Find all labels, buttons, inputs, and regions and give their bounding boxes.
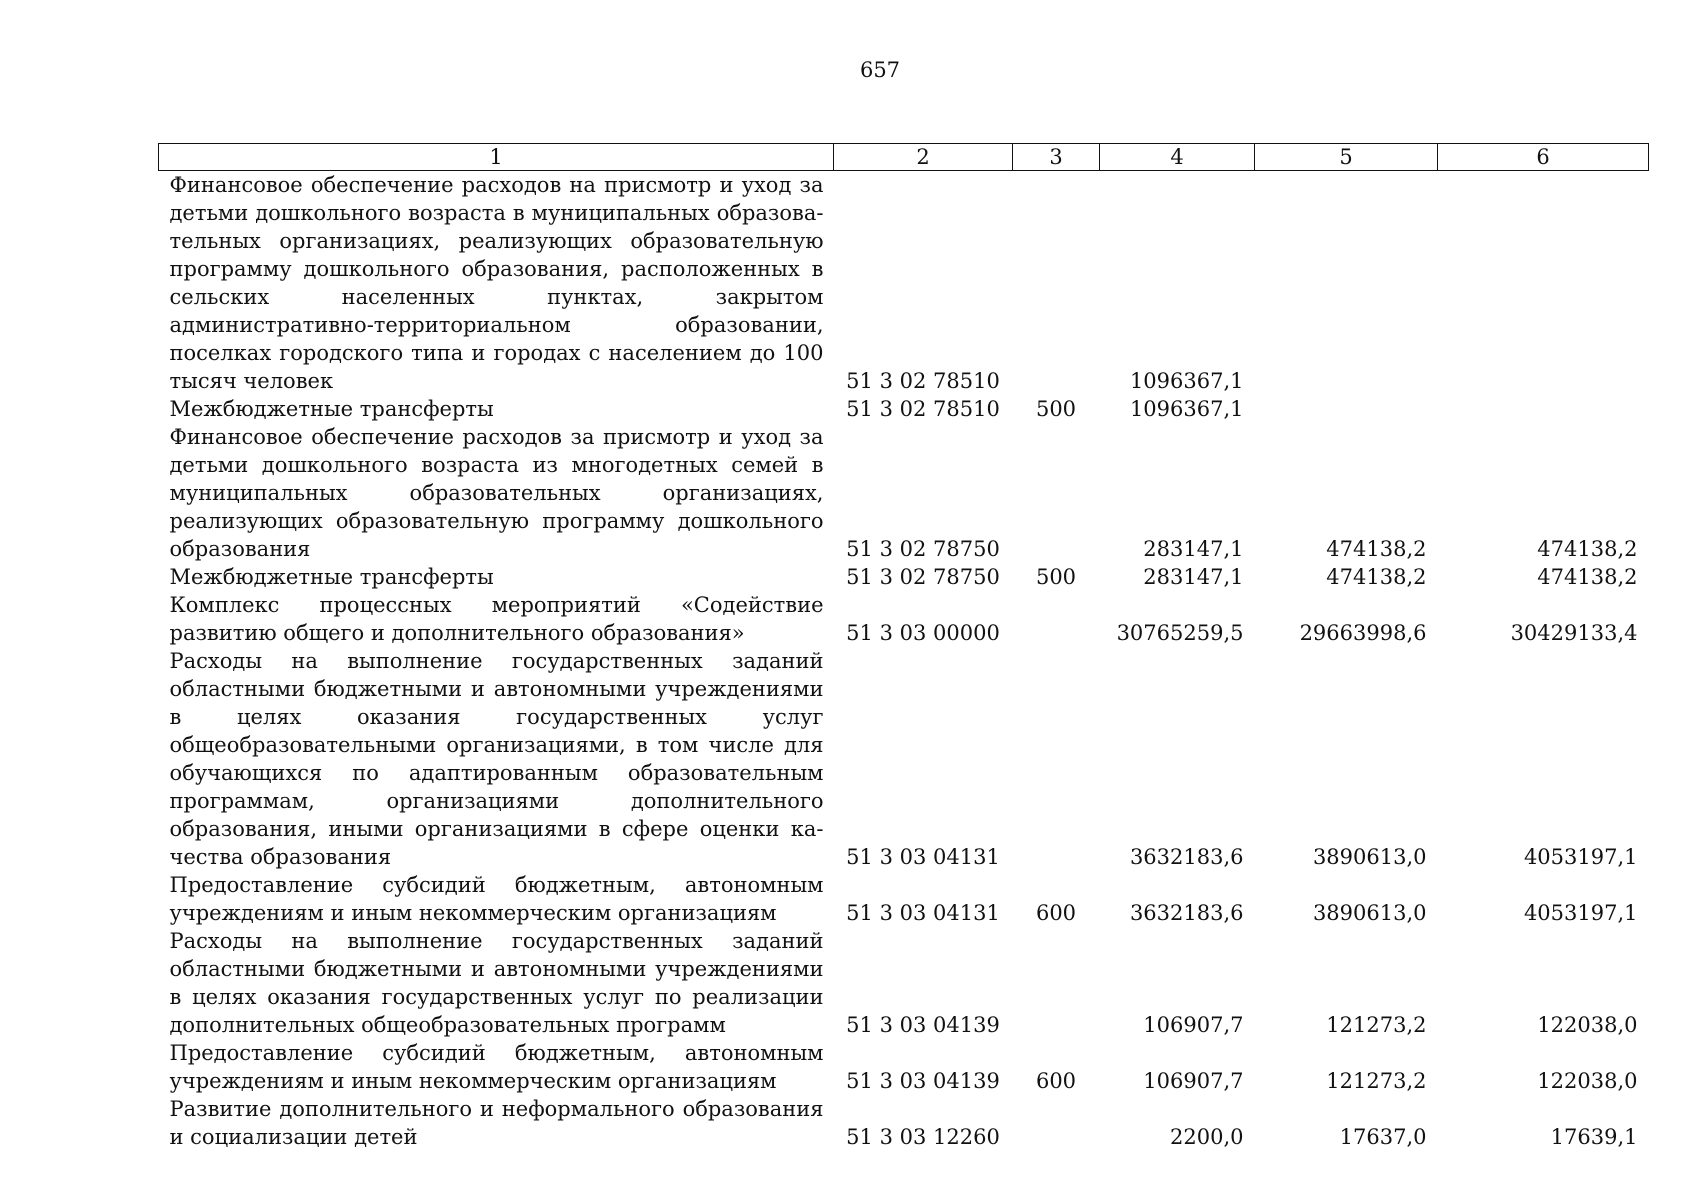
row-value-col6: 4053197,1	[1523, 901, 1638, 925]
row-name: Развитие дополнительного и неформального образования и социализации детей	[169, 1097, 824, 1149]
row-value-col6: 474138,2	[1537, 565, 1638, 589]
column-header-5: 5	[1255, 144, 1438, 171]
table-row	[159, 423, 1649, 563]
row-value-col5: 17637,0	[1339, 1125, 1427, 1149]
table-row	[159, 563, 1649, 591]
row-value-col6	[1438, 171, 1649, 396]
row-name: Расходы на выполнение государственных заданий областными бюджетными и автономными учреждениями в целях оказания государственных услуг по реализации дополнительных общеобразовательных программ	[169, 929, 824, 1037]
row-target-code: 51 3 03 00000	[846, 621, 1000, 645]
table-row	[159, 591, 1649, 647]
column-header-1: 1	[159, 144, 834, 171]
table-body	[159, 171, 1649, 1152]
row-expense-type: 600	[1035, 901, 1077, 925]
row-name: Предоставление субсидий бюджетным, автономным учреждениям и иным некоммерческим организациям	[169, 873, 824, 925]
row-value-col6: 122038,0	[1537, 1069, 1638, 1093]
row-value-col5	[1255, 395, 1438, 423]
row-expense-type	[1013, 591, 1100, 647]
row-name: Комплекс процессных мероприятий «Содействие развитию общего и дополнительного образования»	[169, 593, 824, 645]
row-target-code: 51 3 03 04139	[846, 1069, 1000, 1093]
row-value-col4: 106907,7	[1143, 1013, 1244, 1037]
row-value-col4: 283147,1	[1143, 565, 1244, 589]
table-header	[159, 144, 1649, 171]
row-value-col4: 1096367,1	[1129, 369, 1244, 393]
row-name: Межбюджетные трансферты	[169, 397, 494, 421]
row-value-col4: 3632183,6	[1129, 901, 1244, 925]
row-value-col4: 283147,1	[1143, 537, 1244, 561]
row-expense-type	[1013, 647, 1100, 871]
row-value-col4: 2200,0	[1170, 1125, 1244, 1149]
row-value-col4: 106907,7	[1143, 1069, 1244, 1093]
table-row	[159, 647, 1649, 871]
row-target-code: 51 3 02 78750	[846, 537, 1000, 561]
row-value-col4: 30765259,5	[1116, 621, 1244, 645]
column-header-6: 6	[1438, 144, 1649, 171]
table-row	[159, 395, 1649, 423]
row-value-col5: 3890613,0	[1312, 901, 1427, 925]
row-expense-type	[1013, 171, 1100, 396]
row-value-col6: 17639,1	[1550, 1125, 1638, 1149]
row-name: Финансовое обеспечение расходов на присмотр и уход за детьми дошкольного возраста в муниципальных образовательных организациях, реализующих образовательную программу дошкольного образования, расположенных в сельских населенных пунктах, закрытом административно-территориальном образовании, поселках городского типа и городах с населением до 100 тысяч человек	[169, 173, 824, 393]
row-expense-type	[1013, 927, 1100, 1039]
row-value-col6: 30429133,4	[1510, 621, 1638, 645]
row-name: Расходы на выполнение государственных заданий областными бюджетными и автономными учреждениями в целях оказания государственных услуг общеобразовательными организациями, в том числе для обучающихся по адаптированным образовательным программам, организациями дополнительного образования, иными организациями в сфере оценки качества образования	[169, 649, 824, 869]
row-expense-type	[1013, 423, 1100, 563]
row-value-col4: 1096367,1	[1129, 397, 1244, 421]
column-header-2: 2	[834, 144, 1013, 171]
row-expense-type: 500	[1035, 565, 1077, 589]
row-value-col5	[1255, 171, 1438, 396]
row-value-col6	[1438, 395, 1649, 423]
row-value-col4: 3632183,6	[1129, 845, 1244, 869]
budget-table	[158, 143, 1649, 1151]
row-name: Финансовое обеспечение расходов за присмотр и уход за детьми дошкольного возраста из многодетных семей в муниципальных образовательных организациях, реализующих образовательную программу дошкольного образования	[169, 425, 824, 561]
row-value-col5: 29663998,6	[1299, 621, 1427, 645]
row-value-col6: 4053197,1	[1523, 845, 1638, 869]
row-value-col5: 121273,2	[1326, 1069, 1427, 1093]
column-header-4: 4	[1100, 144, 1255, 171]
row-target-code: 51 3 02 78750	[846, 565, 1000, 589]
row-expense-type	[1013, 1095, 1100, 1151]
row-value-col6: 474138,2	[1537, 537, 1638, 561]
row-value-col5: 474138,2	[1326, 565, 1427, 589]
table-row	[159, 927, 1649, 1039]
table-row	[159, 171, 1649, 396]
row-target-code: 51 3 03 04131	[846, 845, 1000, 869]
row-expense-type: 500	[1035, 397, 1077, 421]
row-value-col5: 3890613,0	[1312, 845, 1427, 869]
row-target-code: 51 3 03 12260	[846, 1125, 1000, 1149]
row-target-code: 51 3 03 04139	[846, 1013, 1000, 1037]
row-expense-type: 600	[1035, 1069, 1077, 1093]
row-value-col5: 474138,2	[1326, 537, 1427, 561]
row-name: Предоставление субсидий бюджетным, автономным учреждениям и иным некоммерческим организациям	[169, 1041, 824, 1093]
row-value-col6: 122038,0	[1537, 1013, 1638, 1037]
row-target-code: 51 3 02 78510	[846, 369, 1000, 393]
table-row	[159, 1095, 1649, 1151]
row-name: Межбюджетные трансферты	[169, 565, 494, 589]
table-row	[159, 1039, 1649, 1095]
row-target-code: 51 3 02 78510	[846, 397, 1000, 421]
table-row	[159, 871, 1649, 927]
column-header-3: 3	[1013, 144, 1100, 171]
row-target-code: 51 3 03 04131	[846, 901, 1000, 925]
page-number: 657	[859, 58, 901, 82]
header-row	[159, 144, 1649, 171]
row-value-col5: 121273,2	[1326, 1013, 1427, 1037]
